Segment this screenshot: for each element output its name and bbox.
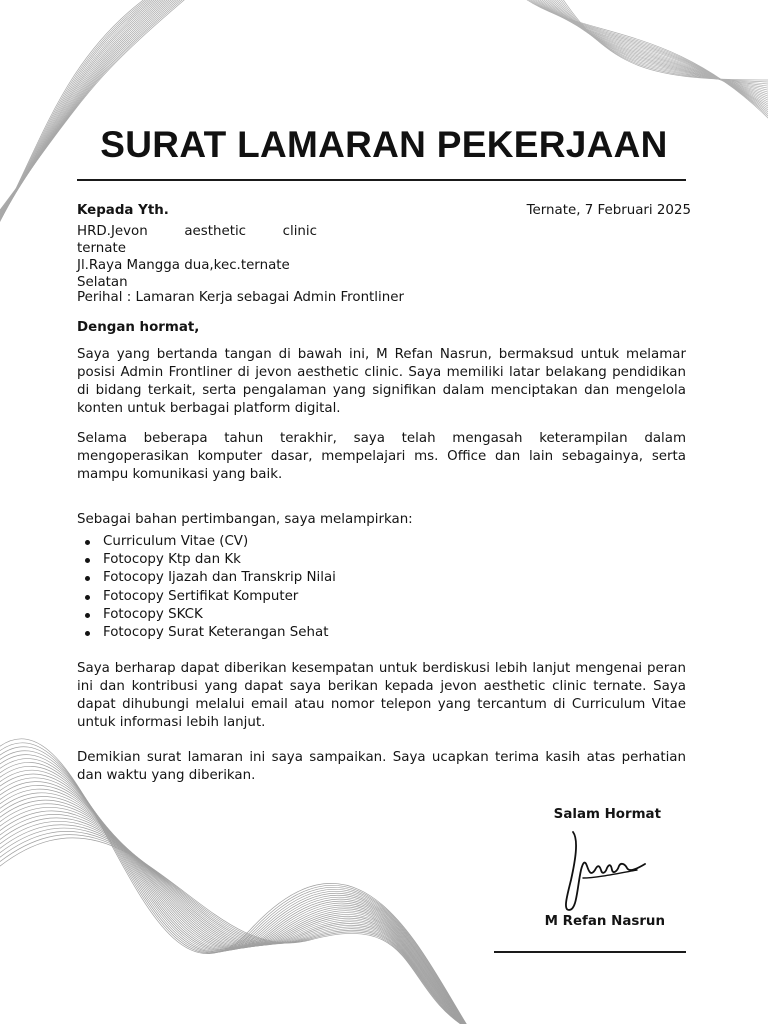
letter-subject: Perihal : Lamaran Kerja sebagai Admin Frontliner (77, 290, 404, 305)
body-paragraph-3: Saya berharap dapat diberikan kesempatan untuk berdiskusi lebih lanjut mengenai peran ini dan kontribusi yang dapat saya berikan kepada jevon aesthetic clinic ternate. Saya dapat dihubungi melalui email atau nomor telepon yang tercantum di Curriculum Vitae untuk informasi lebih lanjut. (77, 661, 686, 730)
signer-name: M Refan Nasrun (544, 914, 665, 929)
list-item: Fotocopy Sertifikat Komputer (77, 588, 336, 606)
recipient-name: HRD.Jevon aesthetic clinic (77, 224, 317, 239)
recipient-address-cont: Selatan (77, 275, 128, 290)
body-paragraph-4: Demikian surat lamaran ini saya sampaikan. Saya ucapkan terima kasih atas perhatian dan waktu yang diberikan. (77, 750, 686, 783)
recipient-name-cont: ternate (77, 241, 126, 256)
signature-image (555, 826, 650, 916)
attachments-intro: Sebagai bahan pertimbangan, saya melampirkan: (77, 512, 413, 527)
recipient-heading: Kepada Yth. (77, 203, 169, 218)
title-divider (77, 179, 686, 181)
list-item: Curriculum Vitae (CV) (77, 533, 336, 551)
list-item: Fotocopy Surat Keterangan Sehat (77, 624, 336, 642)
list-item: Fotocopy Ijazah dan Transkrip Nilai (77, 569, 336, 587)
body-paragraph-2: Selama beberapa tahun terakhir, saya telah mengasah keterampilan dalam mengoperasikan komputer dasar, mempelajari ms. Office dan lain sebagainya, serta mampu komunikasi yang baik. (77, 431, 686, 482)
recipient-address: Jl.Raya Mangga dua,kec.ternate (77, 258, 290, 273)
attachments-list (77, 533, 336, 642)
page-title: SURAT LAMARAN PEKERJAAN (100, 124, 668, 165)
body-paragraph-1: Saya yang bertanda tangan di bawah ini, M Refan Nasrun, bermaksud untuk melamar posisi Admin Frontliner di jevon aesthetic clinic. Saya memiliki latar belakang pendidikan di bidang terkait, serta pengalaman yang signifikan dalam menciptakan dan mengelola konten untuk berbagai platform digital. (77, 347, 686, 416)
recipient-block (77, 223, 317, 291)
closing-text: Salam Hormat (553, 807, 661, 822)
list-item: Fotocopy SKCK (77, 606, 336, 624)
letter-date: Ternate, 7 Februari 2025 (526, 203, 691, 218)
list-item: Fotocopy Ktp dan Kk (77, 551, 336, 569)
signature-line (494, 951, 686, 953)
salutation: Dengan hormat, (77, 320, 200, 335)
